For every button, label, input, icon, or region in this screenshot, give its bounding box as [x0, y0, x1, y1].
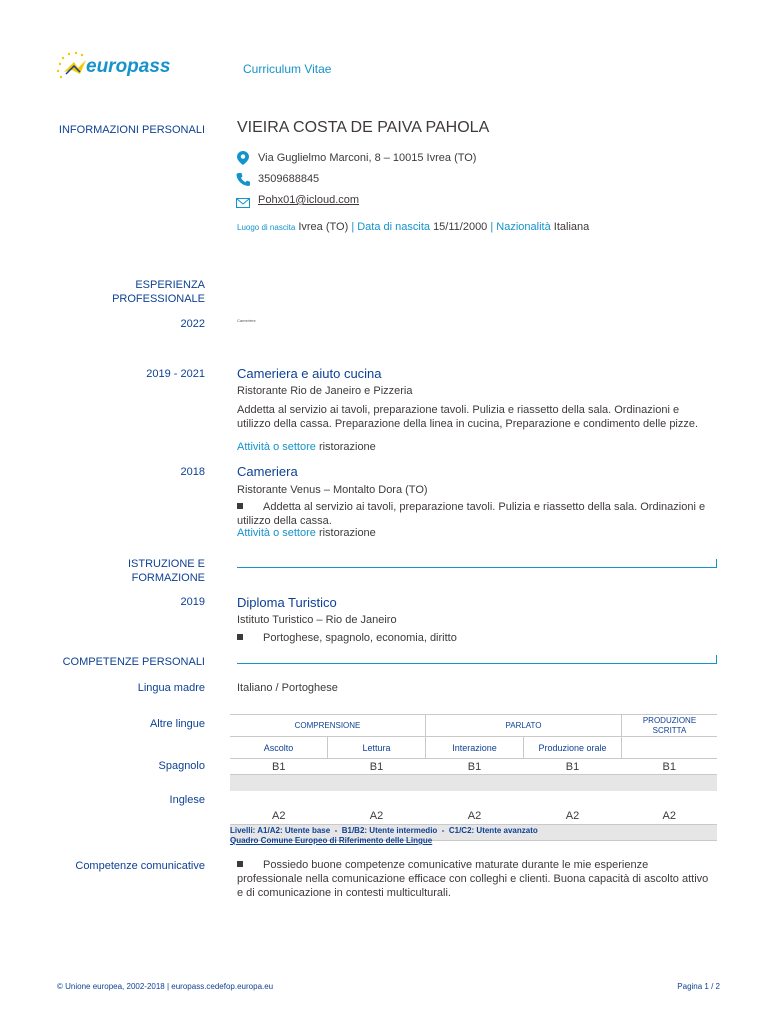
school: Istituto Turistico – Rio de Janeiro	[237, 614, 397, 626]
language-row-spagnolo	[230, 759, 717, 775]
section-label-education	[128, 557, 205, 585]
section-divider-tick	[716, 559, 717, 568]
sector	[237, 440, 376, 454]
period-2019-2021: 2019 - 2021	[146, 368, 205, 380]
language-name: Spagnolo	[158, 760, 205, 772]
doc-title: Curriculum Vitae	[243, 62, 332, 76]
section-label-line: PROFESSIONALE	[112, 293, 205, 305]
other-languages-label: Altre lingue	[149, 718, 205, 730]
language-cert-row	[230, 775, 717, 791]
separator: |	[490, 221, 494, 233]
communication-text	[237, 858, 715, 900]
period-2018: 2018	[180, 466, 205, 478]
birthplace: Ivrea (TO)	[298, 221, 349, 233]
language-row-inglese	[230, 809, 717, 825]
communication-label: Competenze comunicative	[75, 860, 205, 872]
section-label-personal: INFORMAZIONI PERSONALI	[58, 124, 205, 136]
job-description: Addetta al servizio ai tavoli, preparazione tavoli. Pulizia e riassetto della sala. Ordinazioni e utilizzo della cassa. Preparazione della linea in cucina, Preparazione e condimento delle pizze.	[237, 404, 699, 430]
header-ascolto: Ascolto	[230, 737, 328, 759]
framework-link[interactable]: Quadro Comune Europeo di Riferimento delle Lingue	[230, 836, 433, 845]
section-label-line: ISTRUZIONE E	[127, 558, 205, 570]
header-produzione-line: SCRITTA	[652, 725, 687, 735]
level-cell: A2	[369, 810, 384, 823]
languages-table	[230, 714, 717, 841]
level-cell: B1	[272, 760, 286, 773]
bullet-icon	[237, 861, 243, 867]
email-icon	[236, 195, 250, 213]
nationality-label: Nazionalità	[496, 221, 551, 233]
section-label-experience	[112, 278, 205, 306]
phone: 3509688845	[258, 173, 320, 185]
header-empty	[622, 737, 718, 759]
job-description-text: Addetta al servizio ai tavoli, preparazione tavoli. Pulizia e riassetto della sala. Ordinazioni e utilizzo della cassa.	[237, 501, 706, 527]
nationality: Italiana	[553, 221, 590, 233]
employer: Ristorante Venus – Montalto Dora (TO)	[237, 484, 428, 496]
subjects-text: Portoghese, spagnolo, economia, diritto	[263, 632, 457, 644]
language-name: Inglese	[169, 794, 205, 806]
phone-icon	[236, 172, 250, 191]
birthdate-label: Data di nascita	[357, 221, 430, 233]
level-cell: A2	[565, 810, 580, 823]
job-title: Cameriera e aiuto cucina	[237, 366, 382, 381]
section-label-line: ESPERIENZA	[135, 279, 205, 291]
bullet-icon	[237, 634, 243, 640]
job-title: Cameriera	[237, 464, 298, 479]
section-divider	[237, 567, 717, 568]
job-description	[237, 500, 715, 528]
section-label-line: FORMAZIONE	[131, 572, 205, 584]
level-cell: A2	[662, 810, 676, 823]
header-comprensione: COMPRENSIONE	[230, 715, 426, 737]
address: Via Guglielmo Marconi, 8 – 10015 Ivrea (TO)	[258, 152, 477, 164]
level-cell: B1	[369, 760, 384, 773]
footer-copyright: © Unione europea, 2002-2018 | europass.cedefop.europa.eu	[57, 982, 274, 991]
header-interazione: Interazione	[426, 737, 524, 759]
europass-logo	[52, 50, 171, 82]
communication-text-body: Possiedo buone competenze comunicative maturate durante le mie esperienze professionale nella comunicazione efficace con colleghi e clienti. Buona capacità di ascolto attivo e di comunicazione in contesti multiculturali.	[237, 859, 709, 899]
level-cell: B1	[565, 760, 580, 773]
level-cell: B1	[467, 760, 482, 773]
header-parlato: PARLATO	[426, 715, 622, 737]
sector-label: Attività o settore	[237, 527, 316, 539]
levels-note: Livelli: A1/A2: Utente base - B1/B2: Utente intermedio - C1/C2: Utente avanzato	[230, 826, 538, 835]
period-2022: 2022	[180, 318, 205, 330]
section-divider-tick	[716, 655, 717, 664]
bullet-icon	[237, 503, 243, 509]
education-title: Diploma Turistico	[237, 595, 337, 610]
birthdate: 15/11/2000	[433, 221, 488, 233]
level-cell: A2	[272, 810, 286, 823]
email-link[interactable]: Pohx01@icloud.com	[258, 194, 360, 206]
sector	[237, 526, 376, 540]
person-name: VIEIRA COSTA DE PAIVA PAHOLA	[237, 119, 490, 136]
separator: |	[351, 221, 355, 233]
employer: Ristorante Rio de Janeiro e Pizzeria	[237, 385, 413, 397]
logo-text: europass	[86, 56, 171, 77]
header-lettura: Lettura	[328, 737, 426, 759]
period-education: 2019	[180, 596, 205, 608]
header-produzione	[622, 715, 718, 737]
section-label-skills: COMPETENZE PERSONALI	[62, 656, 205, 668]
sector-label: Attività o settore	[237, 441, 316, 453]
sector-value: ristorazione	[318, 441, 376, 453]
header-produzione-orale: Produzione orale	[524, 737, 622, 759]
subjects	[237, 631, 457, 645]
level-cell: A2	[467, 810, 482, 823]
mother-tongue-label: Lingua madre	[137, 682, 205, 694]
entry-note-2022: Cameriere	[237, 318, 256, 323]
footer-page: Pagina 1 / 2	[677, 982, 720, 991]
mother-tongue: Italiano / Portoghese	[237, 682, 338, 694]
section-divider	[237, 663, 717, 664]
birth-info	[237, 220, 589, 235]
location-icon	[237, 151, 249, 170]
level-cell: B1	[662, 760, 676, 773]
sector-value: ristorazione	[318, 527, 376, 539]
birthplace-label: Luogo di nascita	[237, 223, 296, 232]
header-produzione-line: PRODUZIONE	[642, 715, 697, 725]
